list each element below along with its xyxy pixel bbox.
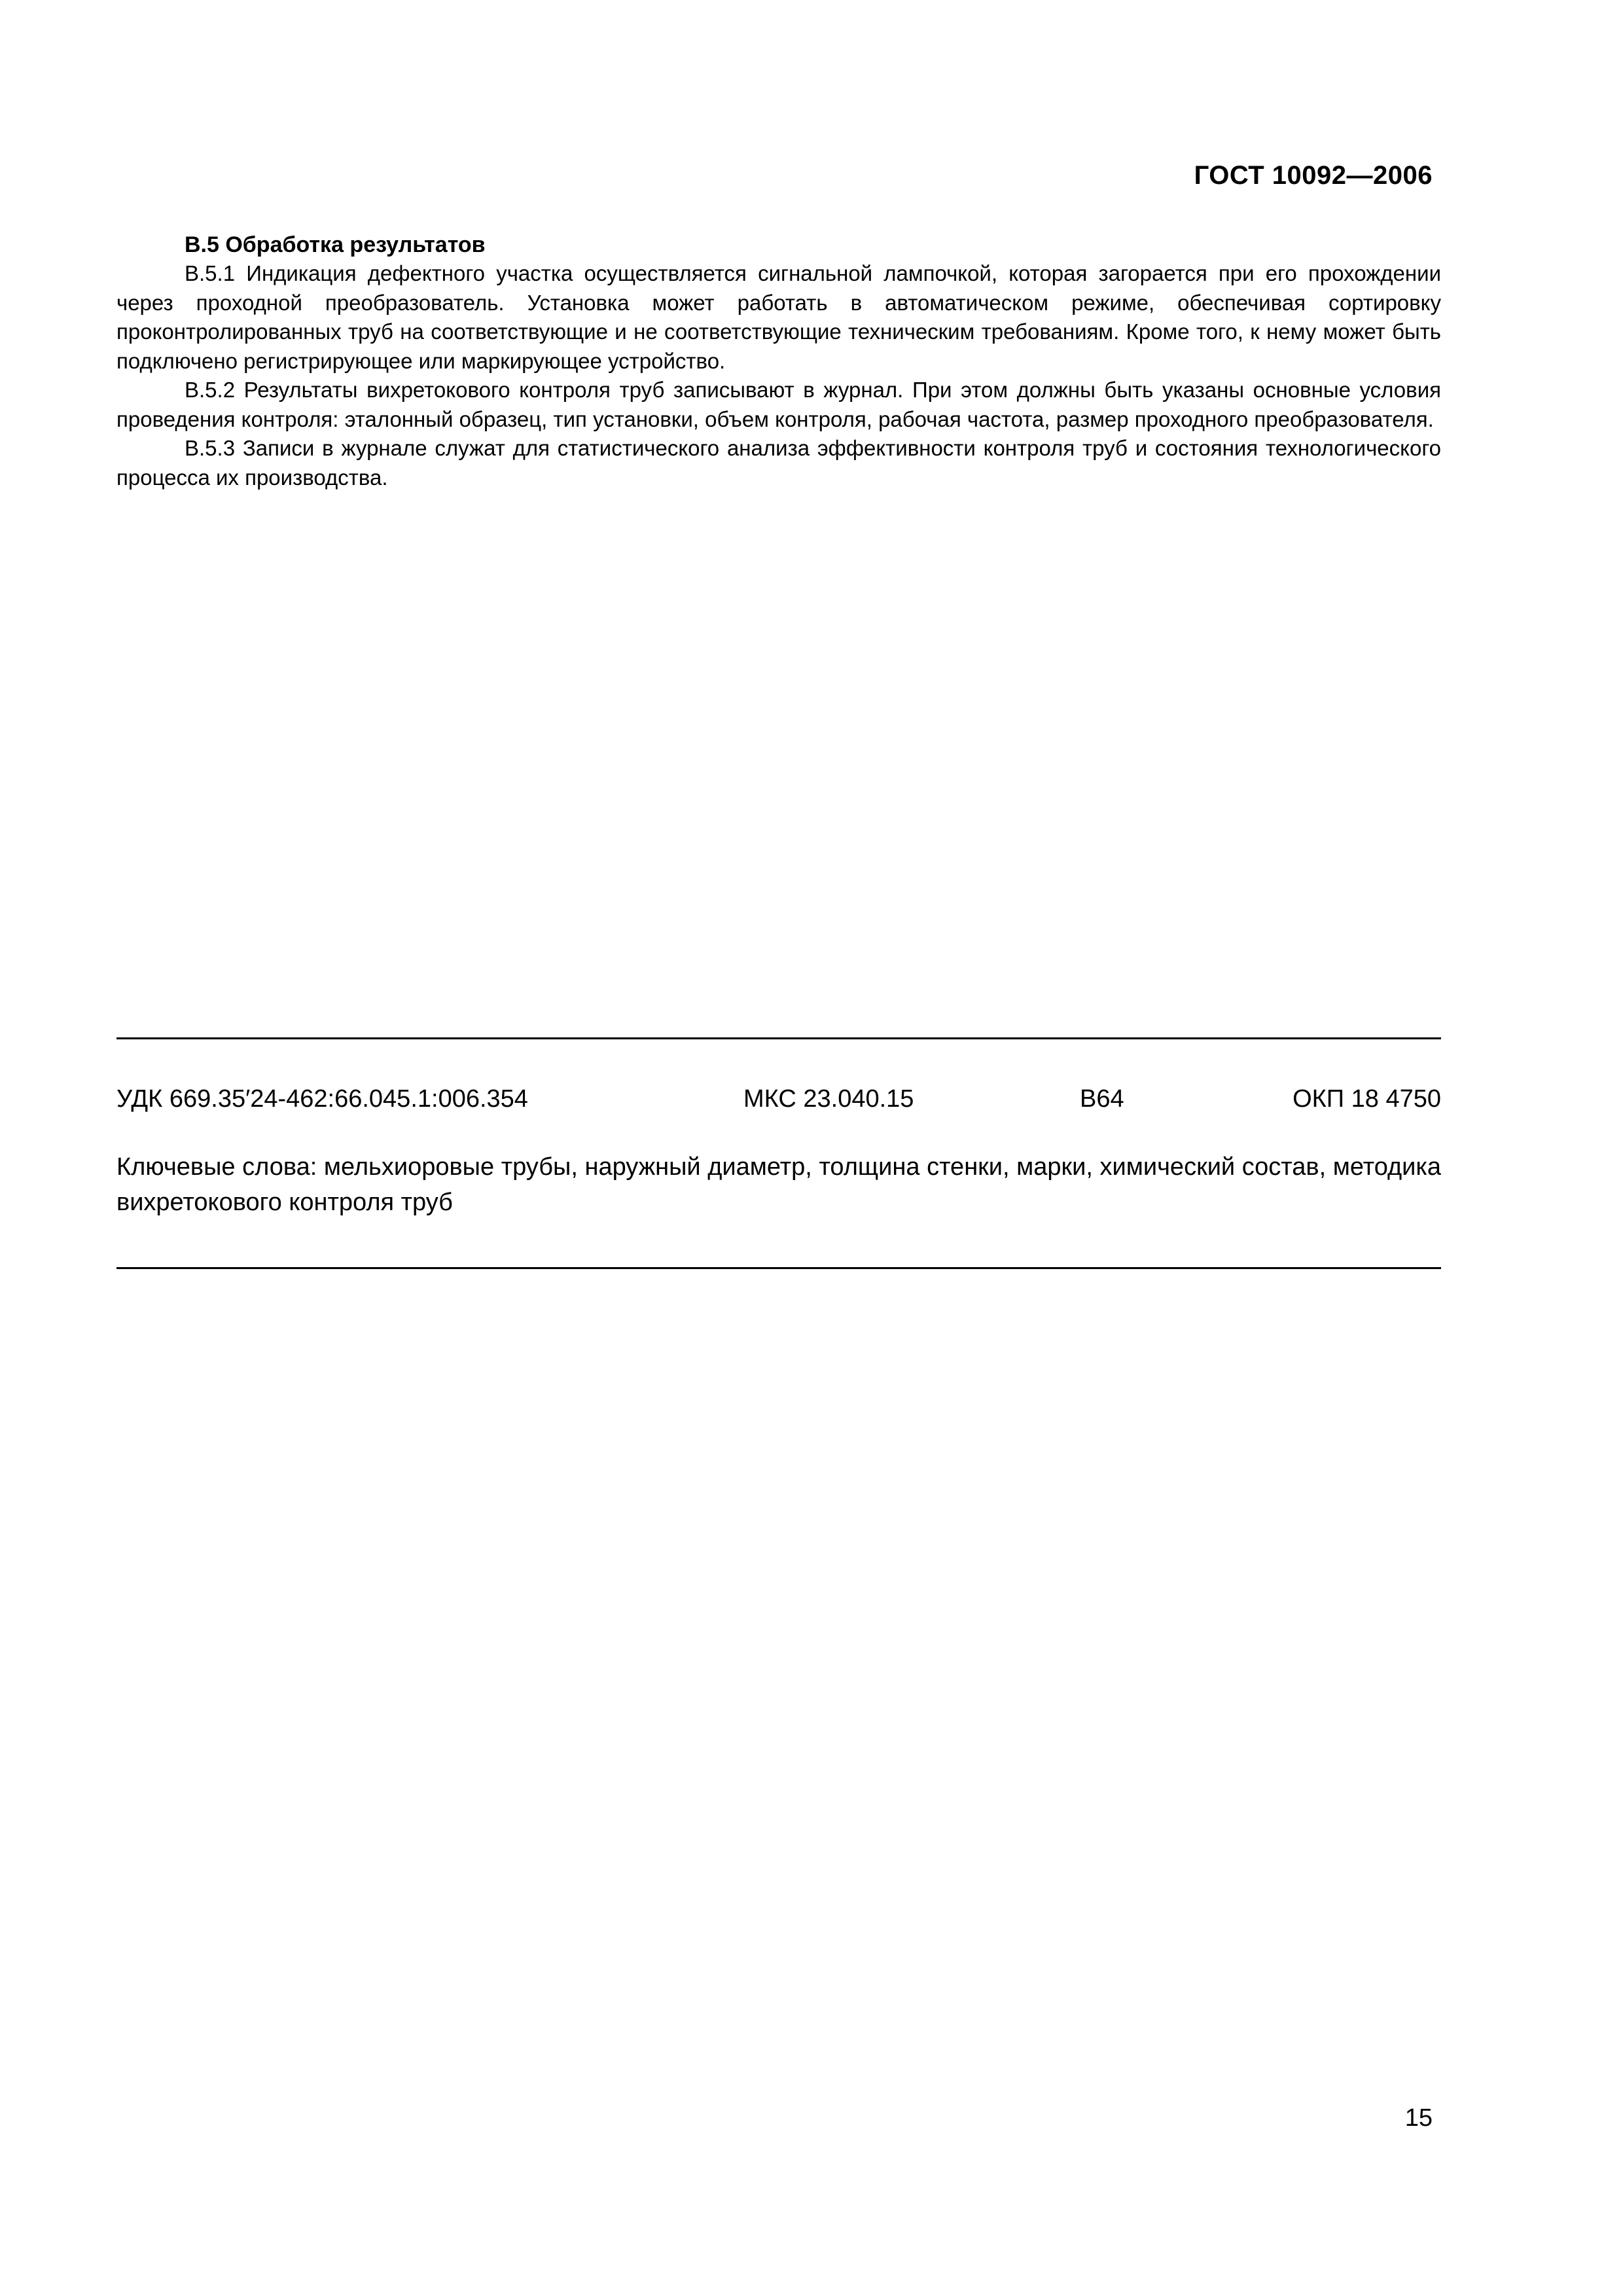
page-number: 15 — [1404, 2104, 1433, 2132]
standard-id: ГОСТ 10092—2006 — [1194, 161, 1433, 190]
paragraph-b5-2: В.5.2 Результаты вихретокового контроля труб записывают в журнал. При этом должны быть указаны основные условия проведения контроля: эталонный образец, тип установки, объем контроля, рабочая частота, размер проходного преобразователя. — [116, 378, 1441, 431]
paragraph-b5-1: В.5.1 Индикация дефектного участка осуществляется сигнальной лампочкой, которая загорается при его прохождении через проходной преобразователь. Установка может работать в автоматическом режиме, обеспечивая сортировку проконтролированных труб на соответствующие и не соответствующие техническим требованиям. Кроме того, к нему может быть подключено регистрирующее или маркирующее устройство. — [116, 261, 1441, 373]
group-code: В64 — [1080, 1085, 1124, 1113]
divider-top — [116, 1037, 1441, 1039]
divider-bottom — [116, 1267, 1441, 1269]
paragraph-b5-3: В.5.3 Записи в журнале служат для статистического анализа эффективности контроля труб и состояния технологического процесса их производства. — [116, 436, 1441, 490]
section-b5 — [116, 230, 1441, 492]
mks-code: МКС 23.040.15 — [743, 1085, 914, 1113]
keywords-text: Ключевые слова: мельхиоровые трубы, наружный диаметр, толщина стенки, марки, химический состав, методика вихретокового контроля труб — [116, 1153, 1441, 1216]
section-heading: В.5 Обработка результатов — [185, 232, 486, 257]
okp-code: ОКП 18 4750 — [1293, 1085, 1441, 1113]
udk-code: УДК 669.35′24-462:66.045.1:006.354 — [116, 1085, 528, 1113]
classification-line — [116, 1085, 1441, 1124]
